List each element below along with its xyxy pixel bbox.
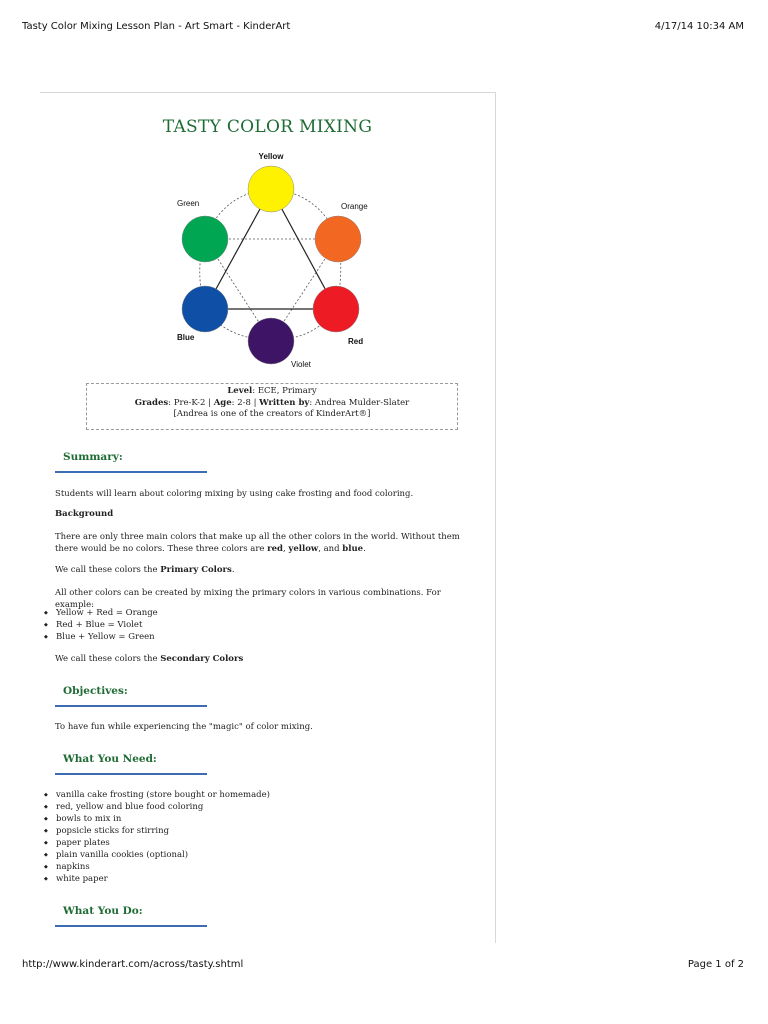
what-you-need-divider — [55, 773, 207, 775]
supplies-list — [43, 789, 270, 885]
what-you-do-heading: What You Do: — [63, 905, 143, 917]
list-item: ◆ bowls to mix in — [56, 813, 270, 825]
orange-circle — [315, 216, 361, 262]
page-title: TASTY COLOR MIXING — [162, 117, 373, 137]
summary-divider — [55, 471, 207, 473]
violet-label: Violet — [291, 360, 311, 369]
what-you-do-divider — [55, 925, 207, 927]
print-footer-url: http://www.kinderart.com/across/tasty.shtml — [22, 959, 244, 970]
list-item: ◆ plain vanilla cookies (optional) — [56, 849, 270, 861]
list-item: ◆ red, yellow and blue food coloring — [56, 801, 270, 813]
list-item: ◆ popsicle sticks for stirring — [56, 825, 270, 837]
green-circle — [182, 216, 228, 262]
green-label: Green — [177, 199, 200, 208]
list-item: ◆ Red + Blue = Violet — [56, 619, 158, 631]
print-footer-page: Page 1 of 2 — [687, 959, 744, 970]
level-line: Level: ECE, Primary — [227, 386, 317, 396]
print-header-title: Tasty Color Mixing Lesson Plan - Art Smart - KinderArt — [22, 21, 291, 32]
lesson-page — [40, 92, 496, 943]
mixing-intro: All other colors can be created by mixing the primary colors in various combinations. For example: — [55, 588, 441, 610]
mix-list — [43, 607, 158, 643]
background-label: Background — [55, 509, 114, 519]
blue-circle — [182, 286, 228, 332]
objectives-divider — [55, 705, 207, 707]
list-item: ◆ Yellow + Red = Orange — [56, 607, 158, 619]
summary-intro: Students will learn about coloring mixing by using cake frosting and food coloring. — [55, 489, 414, 499]
list-item: ◆ Blue + Yellow = Green — [56, 631, 158, 643]
lesson-info-box — [86, 383, 458, 430]
primary-colors-paragraph: There are only three main colors that make up all the other colors in the world. Without them there would be no colors. These three colors are red, yellow, and blue. — [55, 532, 460, 554]
primary-colors-name: We call these colors the Primary Colors. — [55, 565, 235, 575]
secondary-colors-name: We call these colors the Secondary Colors — [55, 654, 244, 664]
color-wheel-diagram — [170, 151, 380, 373]
what-you-need-heading: What You Need: — [63, 753, 157, 765]
list-item: ◆ napkins — [56, 861, 270, 873]
yellow-label: Yellow — [258, 152, 284, 161]
summary-heading: Summary: — [63, 451, 123, 463]
objectives-text: To have fun while experiencing the "magic" of color mixing. — [55, 722, 313, 732]
yellow-circle — [248, 166, 294, 212]
objectives-heading: Objectives: — [63, 685, 128, 697]
creator-note: [Andrea is one of the creators of KinderArt®] — [173, 409, 371, 419]
grades-line: Grades: Pre-K-2 | Age: 2-8 | Written by: Andrea Mulder-Slater — [134, 397, 410, 408]
list-item: ◆ white paper — [56, 873, 270, 885]
red-label: Red — [348, 337, 364, 346]
red-circle — [313, 286, 359, 332]
list-item: ◆ paper plates — [56, 837, 270, 849]
orange-label: Orange — [341, 202, 368, 211]
list-item: ◆ vanilla cake frosting (store bought or homemade) — [56, 789, 270, 801]
blue-label: Blue — [177, 333, 195, 342]
violet-circle — [248, 318, 294, 364]
print-header-datetime: 4/17/14 10:34 AM — [654, 21, 744, 32]
